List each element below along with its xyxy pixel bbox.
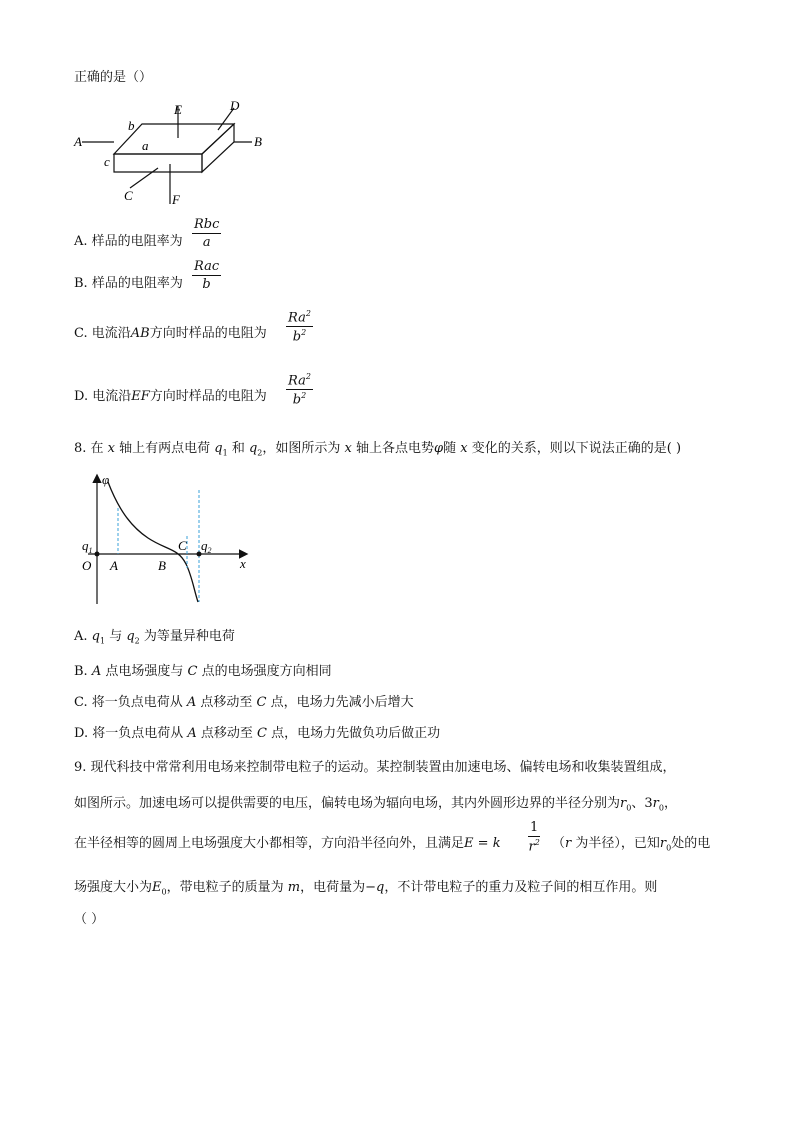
label-a: a — [142, 138, 149, 153]
q7-option-b-den: b — [202, 277, 211, 292]
label-F: F — [172, 192, 180, 207]
label-O: O — [82, 558, 92, 573]
q8-option-b: B. A 点电场强度与 C 点的电场强度方向相同 — [74, 664, 332, 679]
q7-option-a — [74, 230, 183, 249]
label-x: x — [240, 556, 246, 571]
label-b: b — [128, 118, 135, 133]
q8-option-c: C. 将一负点电荷从 A 点移动至 C 点，电场力先减小后增大 — [74, 695, 414, 710]
q7-option-d-fraction: Ra$^2$ $b^2$ — [288, 372, 311, 408]
q7-option-a-num: Rbc — [194, 217, 220, 232]
q7-option-b-text: B. 样品的电阻率为 — [74, 276, 183, 291]
q7-option-b — [74, 272, 183, 291]
label-C: C — [178, 538, 187, 553]
q9-line-3: 在半径相等的圆周上电场强度大小都相等，方向沿半径向外，且满足E = k — [74, 836, 501, 851]
q9-formula-fraction: 1 $r^2$ — [528, 820, 540, 855]
q7-option-c-fraction: Ra$^2$ $b^2$ — [288, 309, 311, 345]
q7-option-a-text: A. 样品的电阻率为 — [74, 234, 183, 249]
q7-option-a-fraction — [192, 217, 221, 250]
label-A: A — [110, 558, 118, 573]
label-B: B — [254, 134, 262, 149]
charge-q1 — [95, 552, 100, 557]
q8-option-d: D. 将一负点电荷从 A 点移动至 C 点，电场力先做负功后做正功 — [74, 726, 441, 741]
label-c: c — [104, 154, 110, 169]
sample-block-figure — [70, 98, 290, 208]
q7-option-d: D. 电流沿EF方向时样品的电阻为 — [74, 389, 267, 404]
label-phi: φ — [102, 472, 110, 487]
label-q1: $q_1$ — [82, 538, 93, 555]
label-A: A — [74, 134, 82, 149]
label-q2: $q_2$ — [201, 538, 212, 555]
q7-option-c: C. 电流沿AB方向时样品的电阻为 — [74, 326, 267, 341]
q7-option-a-den: a — [202, 235, 211, 250]
q9-line-4: 场强度大小为$E_0$，带电粒子的质量为 m，电荷量为−q，不计带电粒子的重力及粒子间的相互作用。则 — [74, 880, 658, 897]
label-D: D — [230, 98, 240, 113]
potential-graph — [78, 468, 268, 608]
label-C: C — [124, 188, 133, 203]
q9-answer-parens: （ ） — [74, 912, 105, 927]
q8-option-a: A. $q_1$ 与 $q_2$ 为等量异种电荷 — [74, 629, 235, 646]
q7-option-b-fraction — [192, 259, 221, 292]
q7-tail-text: 正确的是（） — [74, 70, 153, 85]
q9-line-2: 如图所示。加速电场可以提供需要的电压，偏转电场为辐向电场，其内外圆形边界的半径分别为$r_0$、$3r_0$， — [74, 796, 677, 813]
q9-line-1: 9. 现代科技中常常利用电场来控制带电粒子的运动。某控制装置由加速电场、偏转电场和收集装置组成， — [74, 760, 676, 775]
q8-stem: 8. 在 x 轴上有两点电荷 $q_1$ 和 $q_2$，如图所示为 x 轴上各点电势φ随 x 变化的关系，则以下说法正确的是( ) — [74, 441, 682, 458]
label-B: B — [158, 558, 166, 573]
label-E: E — [174, 102, 182, 117]
q7-option-b-num: Rac — [194, 259, 220, 274]
q9-line-3-rest: （r 为半径），已知$r_0$处的电 — [552, 836, 711, 853]
